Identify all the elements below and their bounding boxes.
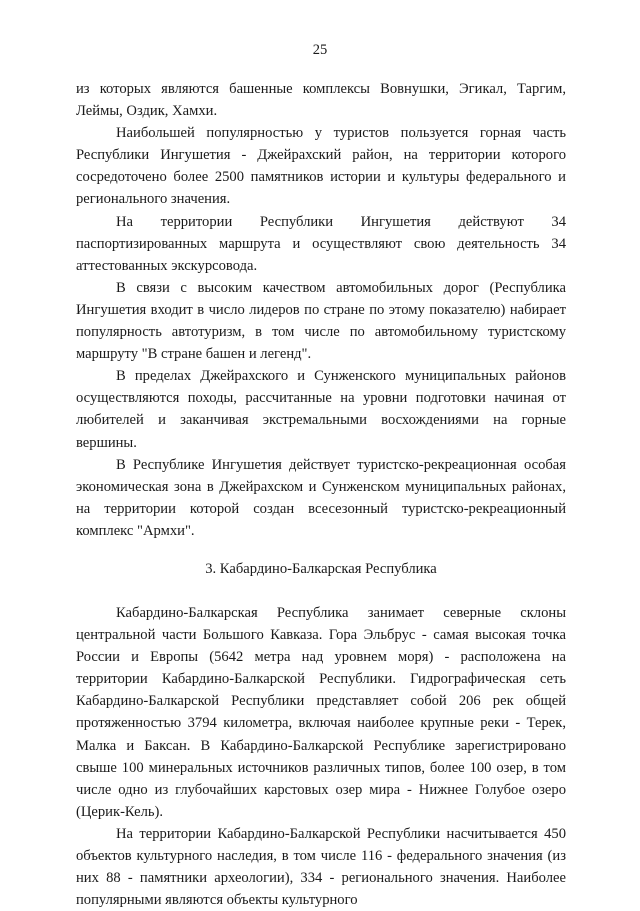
page-number: 25 <box>312 42 328 58</box>
paragraph-autotourism: В связи с высоким качеством автомобильных дорог (Республика Ингушетия входит в число лидеров по стране по этому показателю) набирает популярность автотуризм, в том числе по автомобильному туристскому маршруту "В стране башен и легенд". <box>76 279 566 363</box>
paragraph-geography: Кабардино-Балкарская Республика занимает северные склоны центральной части Большого Кавказа. Гора Эльбрус - самая высокая точка России и Европы (5642 метра над уровнем моря) - расположена на территории Кабардино-Балкарской Республики. Гидрографическая сеть Кабардино-Балкарской Республики представляет собой 206 рек общей протяженностью 3794 километра, включая наиболее крупные реки - Терек, Малка и Баксан. В Кабардино-Балкарской Республике зарегистрировано свыше 100 минеральных источников различных типов, более 100 озер, в том числе одно из глубочайших карстовых озер мира - Нижнее Голубое озеро (Церик-Кель). <box>76 604 566 820</box>
section-heading: 3. Кабардино-Балкарская Республика <box>205 560 437 577</box>
paragraph-special-economic-zone: В Республике Ингушетия действует туристско-рекреационная особая экономическая зона в Джейрахском и Сунженском муниципальных районах, на территории которой создан всесезонный туристско-рекреационный комплекс "Армхи". <box>76 456 566 539</box>
paragraph-routes: На территории Республики Ингушетия действуют 34 паспортизированных маршрута и осуществляют свою деятельность 34 аттестованных экскурсовода. <box>76 213 566 274</box>
paragraph-continuation: из которых являются башенные комплексы Вовнушки, Эгикал, Таргим, Леймы, Оздик, Хамхи. <box>76 81 566 120</box>
paragraph-hiking: В пределах Джейрахского и Сунженского муниципальных районов осуществляются походы, рассчитанные на уровни подготовки начиная от любителей и заканчивая экстремальными восхождениями на горные вершины. <box>76 368 566 451</box>
paragraph-cultural-heritage: На территории Кабардино-Балкарской Республики насчитывается 450 объектов культурного наследия, в том числе 116 - федерального значения (из них 88 - памятники археологии), 334 - регионального значения. Наиболее популярными являются объекты культурного <box>76 825 566 909</box>
document-body <box>76 78 566 911</box>
paragraph-mountain-tourism: Наибольшей популярностью у туристов пользуется горная часть Республики Ингушетия - Джейрахский район, на территории которого сосредоточено более 2500 памятников истории и культуры федерального и регионального значения. <box>76 125 566 208</box>
